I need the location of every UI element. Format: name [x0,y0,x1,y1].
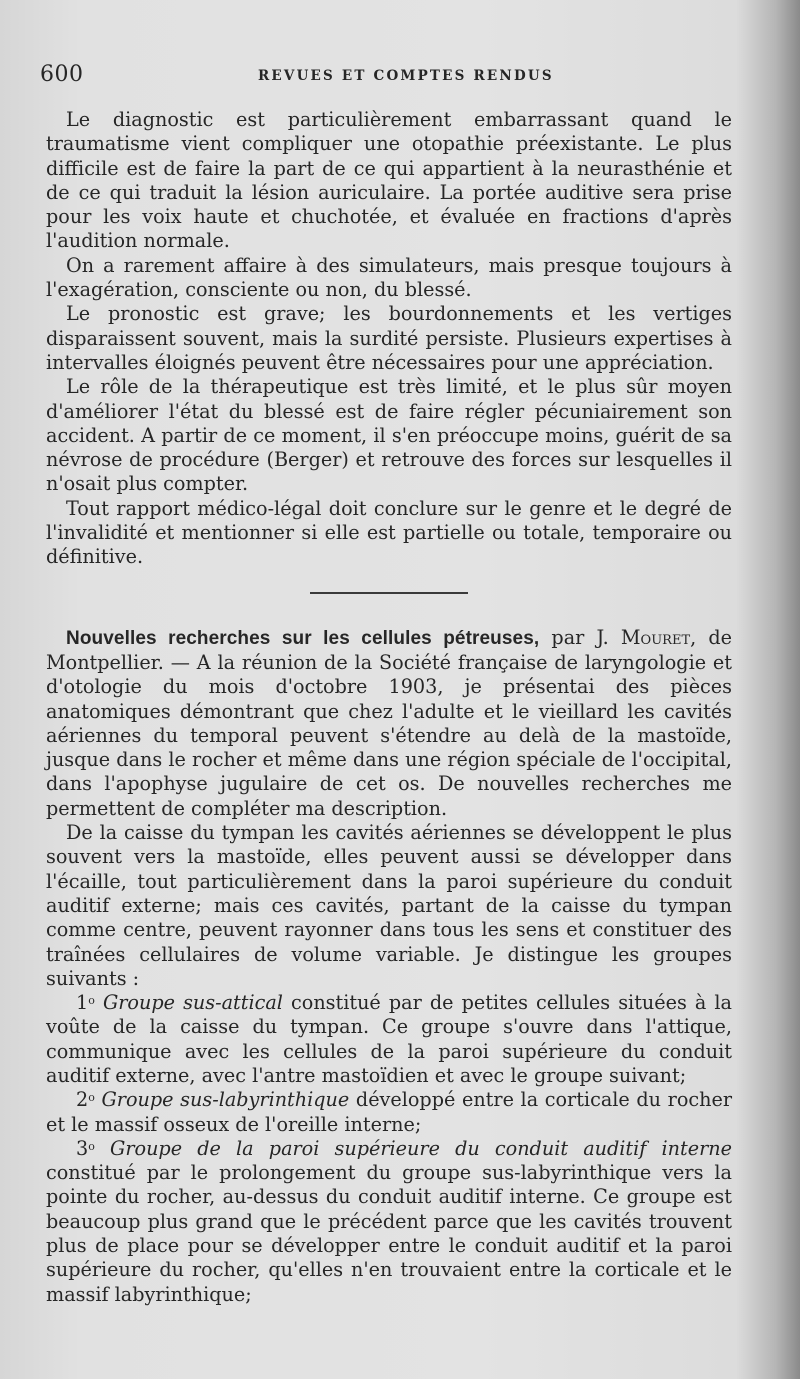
group-name: Groupe de la paroi supérieure du conduit auditif interne [110,1136,732,1160]
group-text: développé entre la corticale du rocher et le massif osseux de l'oreille interne; [46,1088,732,1136]
page-body [46,108,732,1307]
group-item [46,1137,732,1307]
group-item [46,991,732,1088]
article-intro-text: de Montpellier. — A la réunion de la Société française de laryngologie et d'otologie du mois d'octobre 1903, je présentai des pièces anatomiques démontrant que chez l'adulte et le vieillard les cavités aériennes du temporal peuvent s'étendre au delà de la mastoïde, jusque dans le rocher et même dans une région spéciale de l'occipital, dans l'apophyse jugulaire de cet os. De nouvelles recherches me permettent de compléter ma description. [46,625,732,820]
group-text: constitué par de petites cellules situées à la voûte de la caisse du tympan. Ce groupe s'ouvre dans l'attique, communique avec les cellules de la paroi supérieure du conduit auditif externe, avec l'antre mastoïdien et avec le groupe suivant; [46,991,732,1087]
paragraph: Tout rapport médico-légal doit conclure sur le genre et le degré de l'invalidité et mentionner si elle est partielle ou totale, temporaire ou définitive. [46,496,732,569]
paragraph: Le rôle de la thérapeutique est très limité, et le plus sûr moyen d'améliorer l'état du blessé est de faire régler pécuniairement son accident. A partir de ce moment, il s'en préoccupe moins, guérit de sa névrose de procédure (Berger) et retrouve des forces sur lesquelles il n'osait plus compter. [46,375,732,496]
author-name: Mouret, [620,625,697,649]
paragraph: De la caisse du tympan les cavités aériennes se développent le plus souvent vers la mastoïde, elles peuvent aussi se développer dans l'écaille, tout particulièrement dans la paroi supérieure du conduit auditif externe; mais ces cavités, partant de la caisse du tympan comme centre, peuvent rayonner dans tous les sens et constituer des traînées cellulaires de volume variable. Je distingue les groupes suivants : [46,821,732,990]
paragraph: Le diagnostic est particulièrement embarrassant quand le traumatisme vient compliquer une otopathie préexistante. Le plus difficile est de faire la part de ce qui appartient à la neurasthénie et de ce qui traduit la lésion auriculaire. La portée auditive sera prise pour les voix haute et chuchotée, et évaluée en fractions d'après l'audition normale. [46,108,732,253]
group-name: Groupe sus-labyrinthique [101,1088,350,1112]
paragraph: On a rarement affaire à des simulateurs, mais presque toujours à l'exagération, consciente ou non, du blessé. [46,253,732,302]
page-header [40,62,760,92]
author-prefix: par J. [551,625,609,649]
ordinal-mark: o [88,1091,95,1105]
ordinal-mark: o [88,994,95,1008]
group-number: 2 [76,1088,89,1112]
running-head: REVUES ET COMPTES RENDUS [258,68,554,84]
group-name: Groupe sus-attical [102,991,283,1015]
ordinal-mark: o [88,1139,95,1153]
group-text: constitué par le prolongement du groupe sus-labyrinthique vers la pointe du rocher, au-dessus du conduit auditif interne. Ce groupe est beaucoup plus grand que le précédent parce que les cavités trouvent plus de place pour se développer entre le conduit auditif et la paroi supérieure du rocher, qu'elles n'en trouvaient entre la corticale et le massif labyrinthique; [46,1161,732,1306]
group-number: 3 [76,1136,89,1160]
group-item [46,1088,732,1137]
group-number: 1 [76,991,89,1015]
page-number: 600 [40,62,84,87]
article-title: Nouvelles recherches sur les cellules pétreuses, [66,627,540,649]
section-divider [310,592,468,594]
paragraph: Le pronostic est grave; les bourdonnements et les vertiges disparaissent souvent, mais la surdité persiste. Plusieurs expertises à intervalles éloignés peuvent être nécessaires pour une appréciation. [46,302,732,374]
article-intro [46,626,732,821]
